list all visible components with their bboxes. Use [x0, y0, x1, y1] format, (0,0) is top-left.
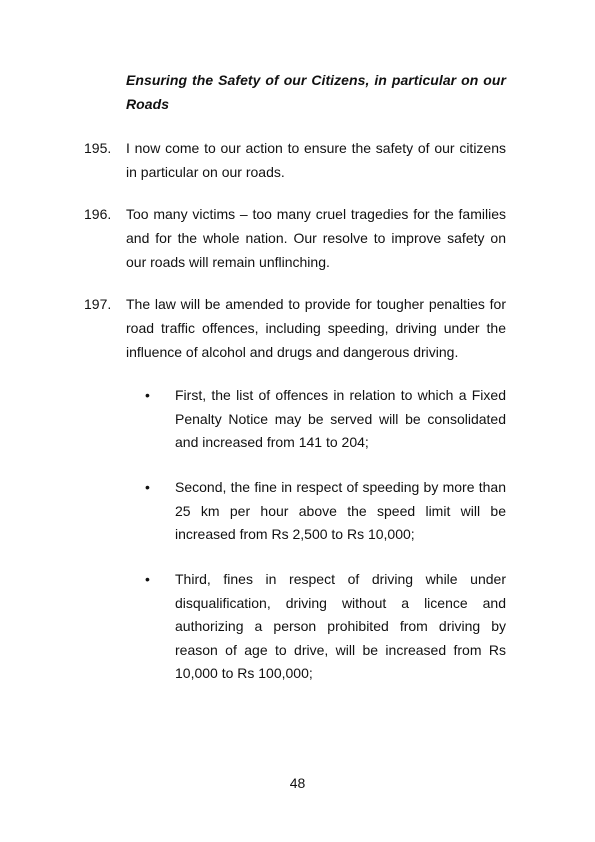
paragraph-197 — [84, 292, 506, 364]
paragraph-number: 196. — [84, 206, 112, 222]
bullet-item-second — [145, 476, 506, 547]
paragraph-text: The law will be amended to provide for tougher penalties for road traffic offences, including speeding, driving under the influence of alcohol and drugs and dangerous driving. — [126, 296, 506, 360]
paragraph-text: I now come to our action to ensure the safety of our citizens in particular on our roads. — [126, 140, 506, 180]
bullet-item-first — [145, 384, 506, 455]
section-heading: Ensuring the Safety of our Citizens, in particular on our Roads — [126, 72, 506, 112]
bullet-item-third — [145, 568, 506, 686]
bullet-marker: • — [145, 387, 150, 403]
paragraph-195 — [84, 136, 506, 184]
paragraph-number: 195. — [84, 140, 112, 156]
bullet-marker: • — [145, 571, 150, 587]
bullet-marker: • — [145, 479, 150, 495]
page-number: 48 — [289, 775, 306, 791]
bullet-text: First, the list of offences in relation to which a Fixed Penalty Notice may be served will be consolidated and increased from 141 to 204; — [175, 387, 506, 450]
paragraph-196 — [84, 202, 506, 274]
bullet-text: Second, the fine in respect of speeding by more than 25 km per hour above the speed limit will be increased from Rs 2,500 to Rs 10,000; — [175, 479, 506, 542]
bullet-text: Third, fines in respect of driving while under disqualification, driving without a licence and authorizing a person prohibited from driving by reason of age to drive, will be increased from Rs 10,000 to Rs 100,000; — [175, 571, 506, 681]
paragraph-text: Too many victims – too many cruel tragedies for the families and for the whole nation. Our resolve to improve safety on our roads will remain unflinching. — [126, 206, 506, 270]
paragraph-number: 197. — [84, 296, 112, 312]
